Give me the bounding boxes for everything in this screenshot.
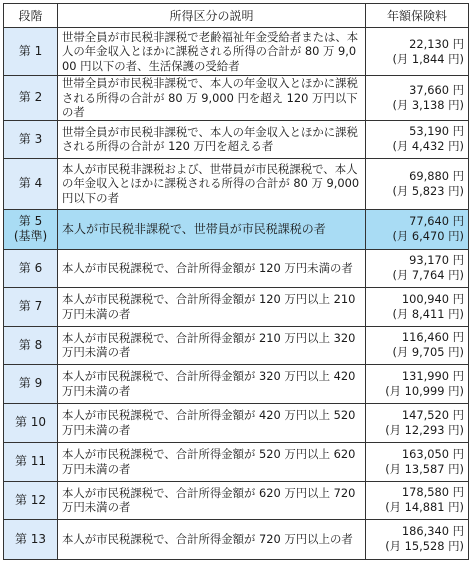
- annual-fee: 53,190 円: [409, 124, 464, 138]
- table-row: [4, 481, 469, 519]
- header-annual-fee: 年額保険料: [366, 4, 469, 28]
- table-body: [4, 28, 469, 560]
- description-cell: 本人が市民税課税で、合計所得金額が 420 万円以上 520 万円未満の者: [58, 403, 366, 442]
- stage-cell: [4, 76, 58, 121]
- fee-cell: [366, 364, 469, 403]
- annual-fee: 22,130 円: [409, 36, 464, 51]
- fee-cell: [366, 76, 469, 121]
- annual-fee: 77,640 円: [409, 214, 464, 228]
- monthly-fee: (月 10,999 円): [385, 383, 464, 398]
- monthly-fee: (月 8,411 円): [392, 306, 464, 321]
- monthly-fee: (月 1,844 円): [392, 51, 464, 66]
- monthly-fee: (月 4,432 円): [392, 139, 464, 153]
- monthly-fee: (月 7,764 円): [392, 268, 464, 282]
- table-row: [4, 158, 469, 209]
- fee-cell: [366, 209, 469, 249]
- description-cell: 本人が市民税課税で、合計所得金額が 520 万円以上 620 万円未満の者: [58, 442, 366, 481]
- stage-cell: [4, 403, 58, 442]
- stage-cell: [4, 326, 58, 364]
- stage-label: 第 4: [18, 176, 43, 190]
- description-cell: 世帯全員が市民税非課税で老齢福祉年金受給者または、本人の年金収入とほかに課税される所得の合計が 80 万 9,000 円以下の者、生活保護の受給者: [58, 28, 366, 76]
- fee-cell: [366, 287, 469, 326]
- table-row: [4, 120, 469, 158]
- stage-cell: [4, 364, 58, 403]
- description-cell: 本人が市民税課税で、合計所得金額が 620 万円以上 720 万円未満の者: [58, 481, 366, 519]
- table-row: [4, 76, 469, 121]
- stage-cell: [4, 209, 58, 249]
- stage-label: 第 2: [18, 90, 43, 105]
- monthly-fee: (月 5,823 円): [392, 183, 464, 198]
- annual-fee: 100,940 円: [401, 291, 464, 306]
- stage-cell: [4, 519, 58, 559]
- stage-label: 第 11: [14, 454, 47, 468]
- annual-fee: 93,170 円: [409, 253, 464, 267]
- monthly-fee: (月 9,705 円): [392, 345, 464, 359]
- insurance-premium-table: [3, 3, 469, 560]
- stage-label: 第 3: [18, 131, 43, 146]
- stage-label: 第 9: [18, 376, 43, 390]
- fee-cell: [366, 442, 469, 481]
- fee-cell: [366, 481, 469, 519]
- stage-cell: [4, 481, 58, 519]
- annual-fee: 116,460 円: [401, 330, 464, 344]
- stage-cell: [4, 249, 58, 287]
- fee-cell: [366, 158, 469, 209]
- header-description: 所得区分の説明: [58, 4, 366, 28]
- monthly-fee: (月 3,138 円): [392, 97, 464, 112]
- description-cell: 本人が市民税非課税および、世帯員が市民税課税で、本人の年金収入とほかに課税される所得の合計が 80 万 9,000 円以下の者: [58, 158, 366, 209]
- monthly-fee: (月 12,293 円): [385, 422, 464, 437]
- monthly-fee: (月 6,470 円): [392, 229, 464, 243]
- description-cell: 世帯全員が市民税非課税で、本人の年金収入とほかに課税される所得の合計が 80 万 9,000 円を超え 120 万円以下の者: [58, 76, 366, 121]
- stage-cell: [4, 158, 58, 209]
- description-cell: 本人が市民税課税で、合計所得金額が 320 万円以上 420 万円未満の者: [58, 364, 366, 403]
- table-row: [4, 519, 469, 559]
- stage-cell: [4, 287, 58, 326]
- stage-label: 第 10: [14, 415, 47, 429]
- description-cell: 本人が市民税課税で、合計所得金額が 120 万円未満の者: [58, 249, 366, 287]
- monthly-fee: (月 15,528 円): [385, 539, 464, 553]
- annual-fee: 131,990 円: [401, 368, 464, 383]
- fee-cell: [366, 28, 469, 76]
- stage-cell: [4, 28, 58, 76]
- annual-fee: 147,520 円: [401, 407, 464, 422]
- monthly-fee: (月 13,587 円): [385, 461, 464, 476]
- annual-fee: 37,660 円: [409, 82, 464, 97]
- annual-fee: 69,880 円: [409, 168, 464, 183]
- fee-cell: [366, 326, 469, 364]
- monthly-fee: (月 14,881 円): [385, 500, 464, 514]
- table-row: [4, 364, 469, 403]
- stage-cell: [4, 120, 58, 158]
- table-row: [4, 442, 469, 481]
- fee-cell: [366, 519, 469, 559]
- fee-cell: [366, 403, 469, 442]
- table-row: [4, 403, 469, 442]
- table-row: [4, 326, 469, 364]
- description-cell: 本人が市民税課税で、合計所得金額が 720 万円以上の者: [58, 519, 366, 559]
- description-cell: 本人が市民税課税で、合計所得金額が 210 万円以上 320 万円未満の者: [58, 326, 366, 364]
- stage-label: 第 5: [18, 214, 43, 228]
- stage-label: 第 1: [18, 44, 43, 58]
- stage-label: 第 6: [18, 260, 43, 275]
- stage-label: 第 8: [18, 337, 43, 352]
- table-row: [4, 28, 469, 76]
- stage-label: 第 13: [14, 531, 47, 546]
- annual-fee: 186,340 円: [401, 524, 464, 538]
- stage-label: 第 12: [14, 492, 47, 507]
- stage-label: 第 7: [18, 299, 43, 313]
- annual-fee: 163,050 円: [401, 446, 464, 461]
- description-cell: 本人が市民税課税で、合計所得金額が 120 万円以上 210 万円未満の者: [58, 287, 366, 326]
- fee-cell: [366, 249, 469, 287]
- table-row: [4, 209, 469, 249]
- header-stage: 段階: [4, 4, 58, 28]
- table-header-row: [4, 4, 469, 28]
- stage-cell: [4, 442, 58, 481]
- fee-cell: [366, 120, 469, 158]
- description-cell: 世帯全員が市民税非課税で、本人の年金収入とほかに課税される所得の合計が 120 万円を超える者: [58, 120, 366, 158]
- annual-fee: 178,580 円: [401, 485, 464, 499]
- table-row: [4, 249, 469, 287]
- description-cell: 本人が市民税非課税で、世帯員が市民税課税の者: [58, 209, 366, 249]
- stage-sublabel: (基準): [13, 229, 48, 243]
- table-row: [4, 287, 469, 326]
